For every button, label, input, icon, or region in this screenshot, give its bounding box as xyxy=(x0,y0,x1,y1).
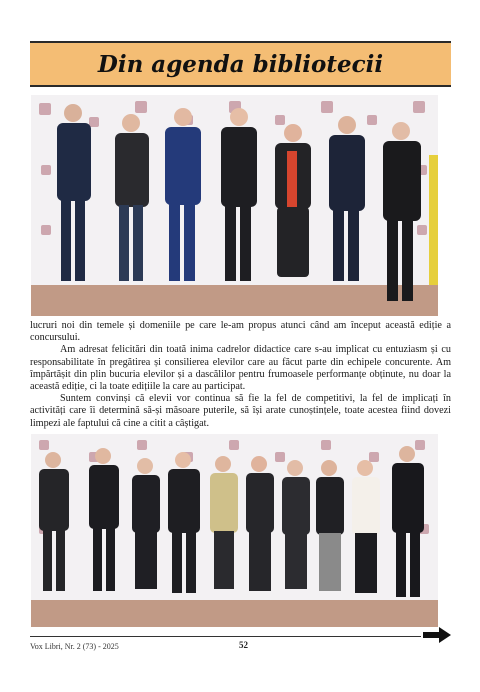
paragraph-continuation: lucruri noi din temele și domeniile pe care le-am propus atunci când am început această ediție a concursului. xyxy=(30,320,451,344)
paragraph-congratulations: Am adresat felicitări din toată inima cadrelor didactice care s-au implicat cu entuziasm și cu responsabilitate în pregătirea și consilierea elevilor care au făcut parte din echipele concurente. Am împărtășit din plin bucuria elevilor și a dascălilor pentru frumoasele performanțe obținute, nu doar la această ediție, ci la toate edițiile la care au participat. xyxy=(30,344,451,393)
next-page-arrow-icon[interactable] xyxy=(423,627,451,643)
footer-journal-info: Vox Libri, Nr. 2 (73) - 2025 xyxy=(30,642,119,651)
page-title-banner xyxy=(30,41,451,87)
photo-group-top xyxy=(31,95,438,316)
footer-rule xyxy=(30,636,421,637)
photo-group-bottom xyxy=(31,434,438,627)
page-title: Din agenda bibliotecii xyxy=(97,50,384,78)
paragraph-conclusion: Suntem convinși că elevii vor continua să fie la fel de competitivi, la fel de implicați în activități care îi determină să-și măsoare puterile, să își arate cunoștințele, toate acestea fiind dovezi limpezi ale faptului că cine a citit a câștigat. xyxy=(30,393,451,429)
article-text xyxy=(30,320,451,430)
page-number: 52 xyxy=(239,640,248,650)
